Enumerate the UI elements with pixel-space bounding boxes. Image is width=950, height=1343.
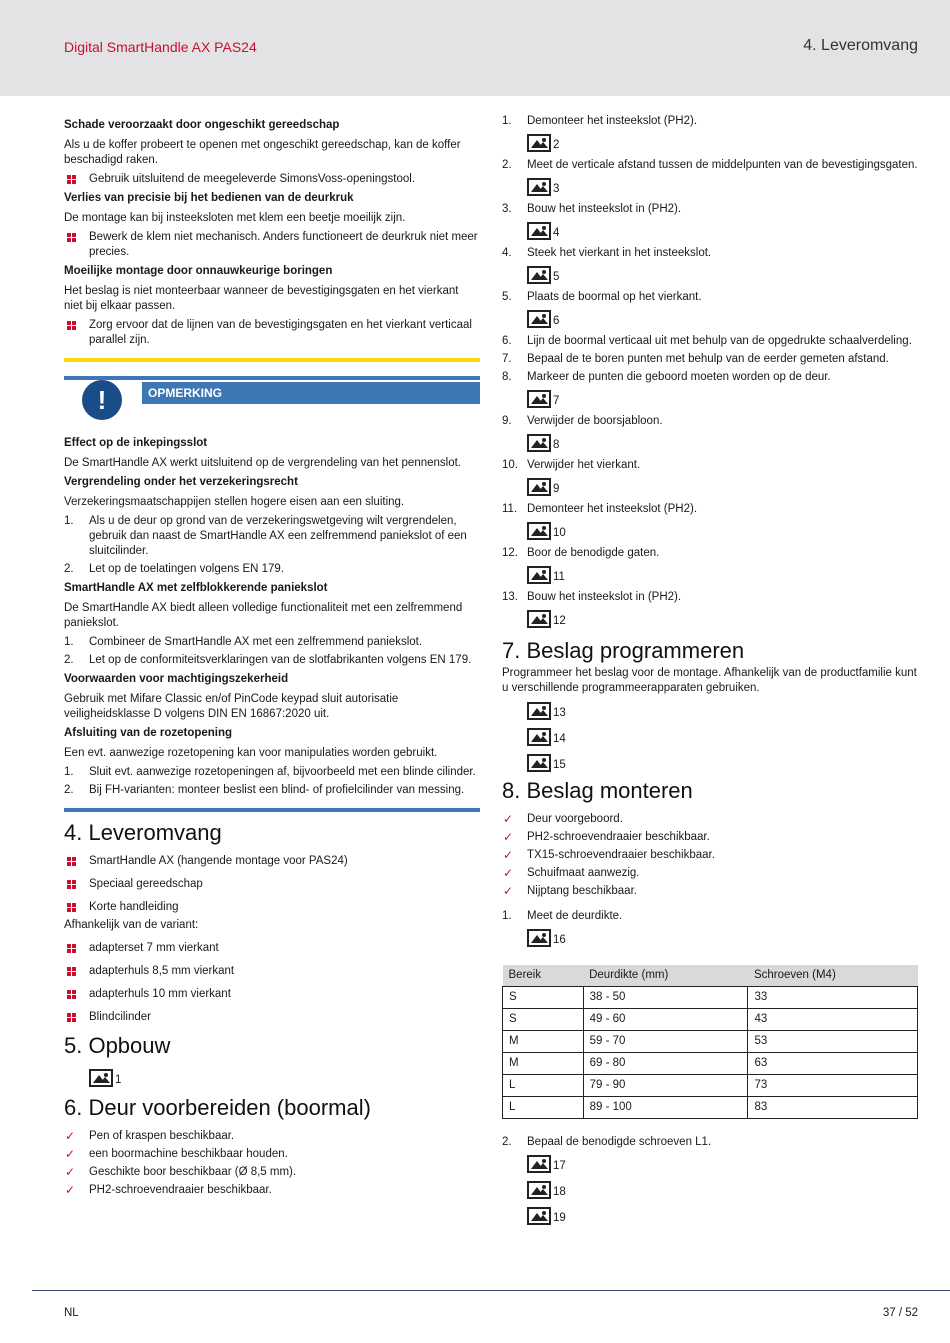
table-cell: S [503,987,584,1009]
image-icon [527,310,551,328]
table-cell: M [503,1031,584,1053]
table-cell: 89 - 100 [583,1097,748,1119]
checklist-item: ✓ PH2-schroevendraaier beschikbaar. [503,830,710,844]
figure-reference: 13 [527,700,918,720]
numbered-item: 1. Meet de deurdikte. [502,910,623,922]
figure-reference: 9 [527,476,918,496]
screw-table [502,965,918,1119]
image-icon [527,1155,551,1173]
image-icon [527,754,551,772]
paragraph: De SmartHandle AX biedt alleen volledige functionaliteit met een zelfremmend paniekslot. [64,602,463,629]
figure-reference: 5 [527,264,918,284]
figure-reference: 7 [527,388,918,408]
bullet-item: Gebruik uitsluitend de meegeleverde SimonsVoss-openingstool. [64,172,480,187]
exclamation-icon: ! [82,380,122,420]
table-cell: 53 [748,1031,918,1053]
table-cell: L [503,1097,584,1119]
table-row [503,1075,918,1097]
step-item: 9. Verwijder de boorsjabloon. [502,415,663,427]
table-cell: 69 - 80 [583,1053,748,1075]
checklist-item: ✓ Geschikte boor beschikbaar (Ø 8,5 mm). [65,1165,297,1179]
step-item: 11. Demonteer het insteekslot (PH2). [502,503,698,515]
table-cell: L [503,1075,584,1097]
bullet-item: Bewerk de klem niet mechanisch. Anders functioneert de deurkruk niet meer precies. [64,230,480,260]
table-cell: 49 - 60 [583,1009,748,1031]
table-row [503,1031,918,1053]
numbered-item: 2. Bij FH-varianten: monteer beslist een blind- of profielcilinder van messing. [64,784,465,796]
table-header-cell: Schroeven (M4) [748,965,918,987]
heading: SmartHandle AX met zelfblokkerende paniekslot [64,582,328,594]
table-cell: 63 [748,1053,918,1075]
checklist-item: ✓ Schuifmaat aanwezig. [503,866,640,880]
paragraph: Afhankelijk van de variant: [64,919,199,931]
figure-reference: 11 [527,564,918,584]
image-icon [527,478,551,496]
bullet-item: adapterhuls 10 mm vierkant [64,987,480,1002]
step-item: 4. Steek het vierkant in het insteekslot. [502,247,712,259]
figure-reference: 14 [527,726,918,746]
figure-reference: 6 [527,308,918,328]
step-item: 7. Bepaal de te boren punten met behulp van de eerder gemeten afstand. [502,353,889,365]
image-icon [89,1069,113,1087]
table-row [503,987,918,1009]
left-column [64,114,480,1201]
section-title: 6. Deur voorbereiden (boormal) [64,1095,371,1120]
bullet-marker-icon [67,903,76,912]
heading: Voorwaarden voor machtigingszekerheid [64,673,289,685]
bullet-marker-icon [67,175,76,184]
paragraph: Verzekeringsmaatschappijen stellen hogere eisen aan een sluiting. [64,496,405,508]
checkmark-icon: ✓ [503,812,514,826]
bullet-item: Speciaal gereedschap [64,877,480,892]
image-icon [527,566,551,584]
checklist-item: ✓ Pen of kraspen beschikbaar. [65,1129,235,1143]
paragraph: De SmartHandle AX werkt uitsluitend op de vergrendeling van het pennenslot. [64,457,461,469]
bullet-marker-icon [67,233,76,242]
step-item: 10. Verwijder het vierkant. [502,459,641,471]
heading: Moeilijke montage door onnauwkeurige boringen [64,265,333,277]
page-number: 37 / 52 [882,1307,918,1319]
bullet-item: Blindcilinder [64,1010,480,1025]
note-end-divider [64,808,480,812]
checkmark-icon: ✓ [65,1165,76,1179]
section-title: 8. Beslag monteren [502,778,693,803]
numbered-item: 2. Let op de conformiteitsverklaringen van de slotfabrikanten volgens EN 179. [64,654,472,666]
figure-reference: 15 [527,752,918,772]
step-item: 13. Bouw het insteekslot in (PH2). [502,591,682,603]
page-header [0,0,950,96]
numbered-item: 1. Als u de deur op grond van de verzekeringswetgeving wilt vergrendelen, gebruik dan naast de SmartHandle AX een zelfremmend paniekslot of een sluitcilinder. [64,515,467,557]
table-row [503,1097,918,1119]
step-item: 12. Boor de benodigde gaten. [502,547,660,559]
image-icon [527,434,551,452]
heading: Schade veroorzaakt door ongeschikt gereedschap [64,119,340,131]
table-cell: 79 - 90 [583,1075,748,1097]
table-cell: 38 - 50 [583,987,748,1009]
table-cell: 73 [748,1075,918,1097]
checklist-item: ✓ TX15-schroevendraaier beschikbaar. [503,848,715,862]
table-cell: 43 [748,1009,918,1031]
bullet-marker-icon [67,880,76,889]
bullet-item: Zorg ervoor dat de lijnen van de bevestigingsgaten en het vierkant verticaal parallel zijn. [64,318,480,348]
image-icon [527,178,551,196]
step-item: 6. Lijn de boormal verticaal uit met behulp van de opgedrukte schaalverdeling. [502,335,912,347]
numbered-item: 2. Let op de toelatingen volgens EN 179. [64,563,285,575]
paragraph: Als u de koffer probeert te openen met ongeschikt gereedschap, kan de koffer beschadigd raken. [64,139,461,166]
image-icon [527,610,551,628]
step-list [502,114,918,628]
bullet-marker-icon [67,944,76,953]
bullet-item: adapterhuls 8,5 mm vierkant [64,964,480,979]
paragraph: Gebruik met Mifare Classic en/of PinCode keypad sluit autorisatie veiligheidsklasse D volgens DIN EN 16867:2020 uit. [64,693,399,720]
language-code: NL [64,1307,79,1319]
step-item: 2. Meet de verticale afstand tussen de middelpunten van de bevestigingsgaten. [502,159,918,171]
table-cell: 83 [748,1097,918,1119]
section-title: 4. Leveromvang [64,820,222,845]
image-icon [527,929,551,947]
heading: Verlies van precisie bij het bedienen van de deurkruk [64,192,354,204]
table-row [503,1009,918,1031]
figure-reference: 8 [527,432,918,452]
figure-reference: 10 [527,520,918,540]
image-icon [527,522,551,540]
image-icon [527,134,551,152]
bullet-marker-icon [67,967,76,976]
numbered-item: 2. Bepaal de benodigde schroeven L1. [502,1136,712,1148]
numbered-item: 1. Combineer de SmartHandle AX met een zelfremmend paniekslot. [64,636,423,648]
table-cell: S [503,1009,584,1031]
figure-reference: 16 [527,927,918,947]
checklist-item: ✓ een boormachine beschikbaar houden. [65,1147,288,1161]
bullet-item: adapterset 7 mm vierkant [64,941,480,956]
checkmark-icon: ✓ [503,848,514,862]
heading: Vergrendeling onder het verzekeringsrecht [64,476,298,488]
bullet-marker-icon [67,857,76,866]
chapter-title: 4. Leveromvang [803,37,918,54]
heading: Effect op de inkepingsslot [64,437,208,449]
right-column [502,114,918,1231]
image-icon [527,728,551,746]
image-icon [527,1181,551,1199]
bullet-marker-icon [67,990,76,999]
paragraph: Het beslag is niet monteerbaar wanneer de bevestigingsgaten en het vierkant niet bij elkaar passen. [64,285,459,312]
bullet-item: SmartHandle AX (hangende montage voor PAS24) [64,854,480,869]
figure-reference: 3 [527,176,918,196]
image-icon [527,390,551,408]
bullet-marker-icon [67,321,76,330]
table-header-cell: Deurdikte (mm) [583,965,748,987]
figure-reference: 19 [527,1205,918,1225]
step-item: 8. Markeer de punten die geboord moeten worden op de deur. [502,371,831,383]
warning-divider [64,358,480,362]
figure-reference: 12 [527,608,918,628]
checklist-item: ✓ PH2-schroevendraaier beschikbaar. [65,1183,272,1197]
step-item: 3. Bouw het insteekslot in (PH2). [502,203,682,215]
checkmark-icon: ✓ [503,866,514,880]
paragraph: Programmeer het beslag voor de montage. Afhankelijk van de productfamilie kunt u verschillende programmeerapparaten gebruiken. [502,667,917,694]
figure-reference: 18 [527,1179,918,1199]
checklist-item: ✓ Nijptang beschikbaar. [503,884,637,898]
document-brand: Digital SmartHandle AX PAS24 [64,39,257,55]
image-icon [527,702,551,720]
note-box [64,376,480,428]
checklist-item: ✓ Deur voorgeboord. [503,812,623,826]
checkmark-icon: ✓ [65,1147,76,1161]
bullet-marker-icon [67,1013,76,1022]
checkmark-icon: ✓ [65,1183,76,1197]
numbered-item: 1. Sluit evt. aanwezige rozetopeningen af, bijvoorbeeld met een blinde cilinder. [64,766,476,778]
step-item: 5. Plaats de boormal op het vierkant. [502,291,702,303]
checkmark-icon: ✓ [503,884,514,898]
paragraph: De montage kan bij insteeksloten met klem een beetje moeilijk zijn. [64,212,406,224]
figure-reference: 4 [527,220,918,240]
figure-reference: 1 [89,1067,480,1087]
figure-reference: 2 [527,132,918,152]
heading: Afsluiting van de rozetopening [64,727,233,739]
table-cell: 33 [748,987,918,1009]
table-header-cell: Bereik [503,965,584,987]
image-icon [527,222,551,240]
image-icon [527,1207,551,1225]
bullet-item: Korte handleiding [64,900,480,915]
checkmark-icon: ✓ [503,830,514,844]
table-row [503,1053,918,1075]
image-icon [527,266,551,284]
section-title: 5. Opbouw [64,1033,171,1058]
table-cell: 59 - 70 [583,1031,748,1053]
checkmark-icon: ✓ [65,1129,76,1143]
paragraph: Een evt. aanwezige rozetopening kan voor manipulaties worden gebruikt. [64,747,438,759]
figure-reference: 17 [527,1153,918,1173]
step-item: 1. Demonteer het insteekslot (PH2). [502,115,698,127]
table-cell: M [503,1053,584,1075]
section-title: 7. Beslag programmeren [502,638,745,663]
note-label: OPMERKING [142,382,480,404]
